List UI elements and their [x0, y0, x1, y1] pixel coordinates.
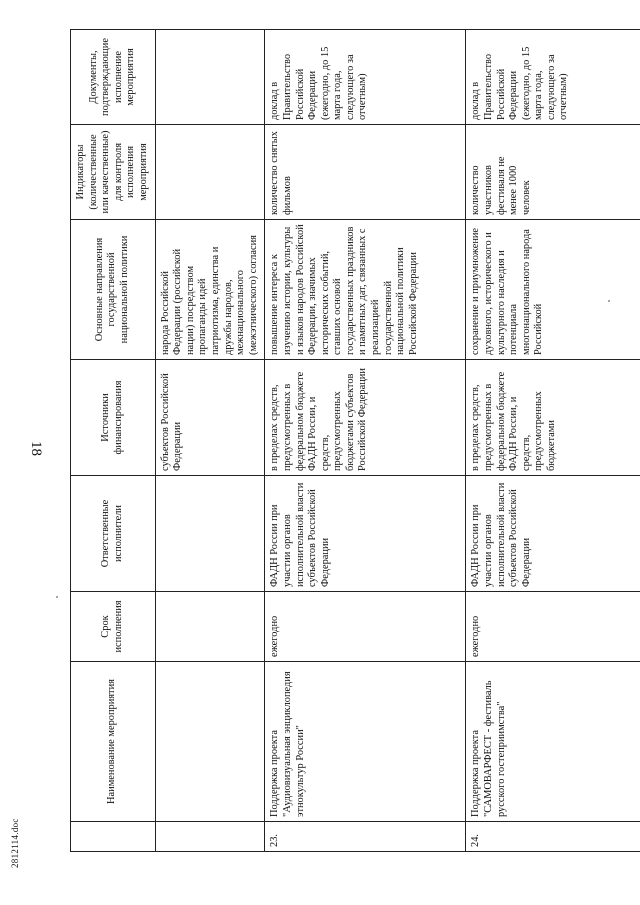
header-name: Наименование мероприятия	[71, 662, 156, 822]
table-row	[466, 30, 640, 852]
cell-funding: в пределах средств, предусмотренных в федеральном бюджете ФАДН России, и средств, предусмотренных бюджетами субъектов Российской Федерации	[265, 360, 466, 476]
header-funding: Источники финансирования	[71, 360, 156, 476]
cell-name: Поддержка проекта "Аудиовизуальная энциклопедия этнокультур России"	[265, 662, 466, 822]
cell-documents: доклад в Правительство Российской Федерации (ежегодно, до 15 марта года, следующего за отчетным)	[265, 30, 466, 125]
table-row-continuation	[155, 30, 265, 852]
header-number	[71, 822, 156, 852]
cell-documents: доклад в Правительство Российской Федерации (ежегодно, до 15 марта года, следующего за отчетным)	[466, 30, 640, 125]
header-documents: Документы, подтверждающие исполнение мероприятия	[71, 30, 156, 125]
page-number: 18	[28, 441, 44, 456]
cell-indicators: количество снятых фильмов	[265, 125, 466, 220]
measures-table	[70, 29, 640, 852]
cell-term: ежегодно	[466, 592, 640, 662]
cell-directions: народа Российской Федерации (российской нации) посредством пропаганды идей патриотизма, единства и дружбы народов, межнационального (межэтнического) согласия	[155, 220, 265, 360]
header-directions: Основные направления государственной национальной политики	[71, 220, 156, 360]
cell-directions: повышение интереса к изучению истории, культуры и языков народов Российской Федерации, значимых исторических событий, ставших основой государственных праздников и памятных дат, связанных с реализацией государственной национальной политики Российской Федерации	[265, 220, 466, 360]
cell-term: ежегодно	[265, 592, 466, 662]
cell-name: Поддержка проекта "САМОВАРФЕСТ - фестиваль русского гостеприимства"	[466, 662, 640, 822]
header-indicators: Индикаторы (количественные или качественные) для контроля исполнения мероприятия	[71, 125, 156, 220]
cell-executors: ФАДН России при участии органов исполнительной власти субъектов Российской Федерации	[265, 476, 466, 592]
cell-executors: ФАДН России при участии органов исполнительной власти субъектов Российской Федерации	[466, 476, 640, 592]
cell-directions: сохранение и приумножение духовного, исторического и культурного наследия и потенциала многонационального народа Российской	[466, 220, 640, 360]
cell-indicators: количество участников фестиваля не менее 1000 человек	[466, 125, 640, 220]
header-term: Срок исполнения	[71, 592, 156, 662]
header-row	[71, 30, 156, 852]
cell-number: 23.	[265, 822, 466, 852]
cell-number: 24.	[466, 822, 640, 852]
measures-table-container	[70, 30, 626, 852]
table-row	[265, 30, 466, 852]
cell-funding: в пределах средств, предусмотренных в федеральном бюджете ФАДН России, и средств, предусмотренных бюджетами	[466, 360, 640, 476]
file-footer: 2812114.doc	[10, 818, 20, 868]
header-executors: Ответственные исполнители	[71, 476, 156, 592]
scan-speck	[56, 596, 58, 598]
cell-funding: субъектов Российской Федерации	[155, 360, 265, 476]
